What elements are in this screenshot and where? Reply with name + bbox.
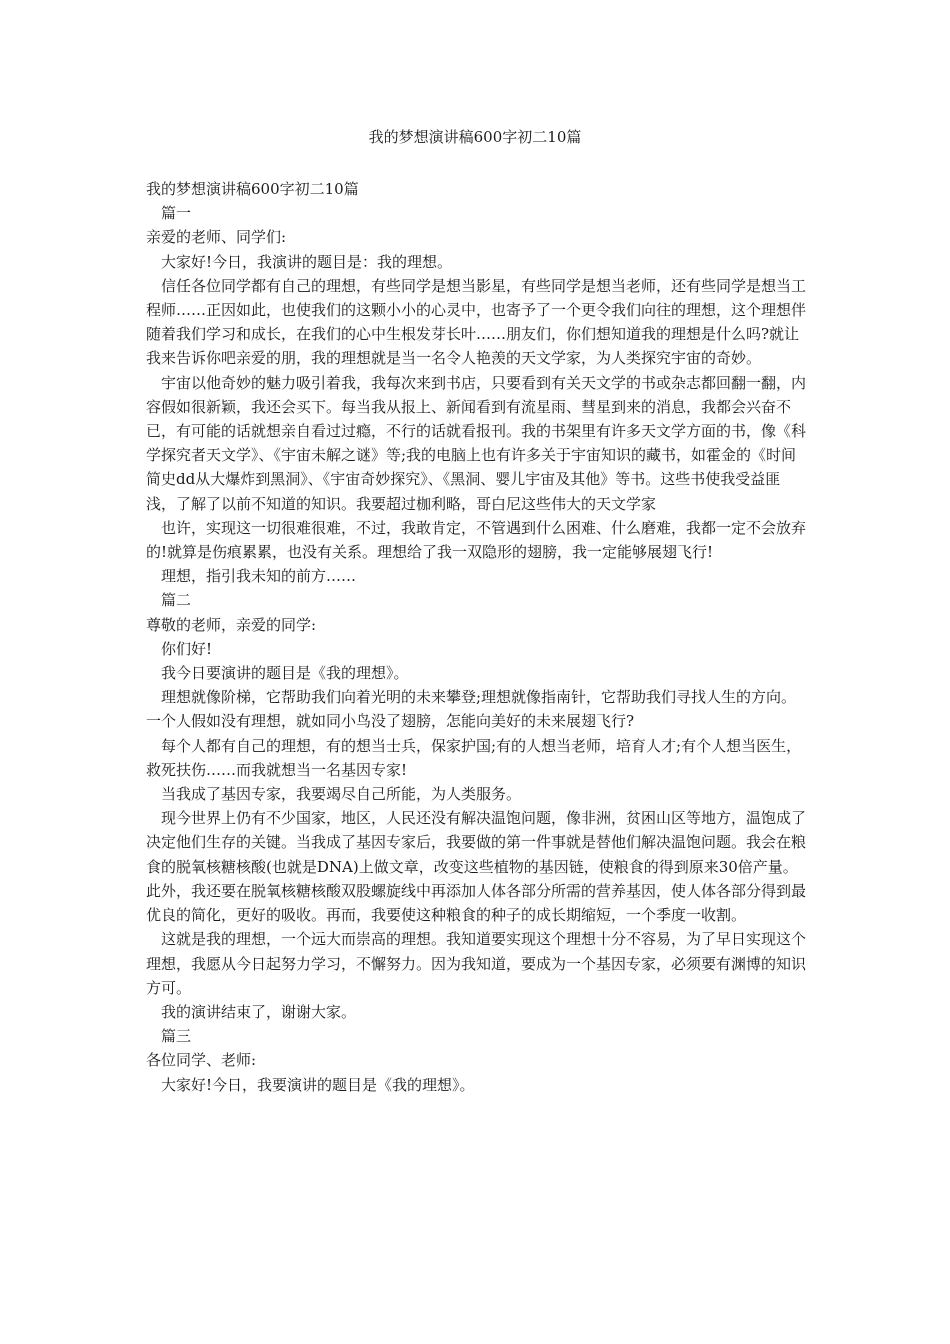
paragraph: 亲爱的老师、同学们: [146,228,287,247]
paragraph: 篇三 [161,1027,192,1046]
paragraph: 我的演讲结束了，谢谢大家。 [161,1002,357,1021]
document-body [146,177,806,1097]
paragraph: 当我成了基因专家，我要竭尽自己所能，为人类服务。 [161,785,522,804]
paragraph: 大家好!今日，我演讲的题目是：我的理想。 [161,252,453,271]
paragraph: 我今日要演讲的题目是《我的理想》。 [161,664,409,683]
paragraph: 理想，指引我未知的前方…… [161,567,357,586]
paragraph: 你们好! [161,639,213,658]
paragraph: 这就是我的理想，一个远大而崇高的理想。我知道要实现这个理想十分不容易，为了早日实现这个理想，我愿从今日起努力学习，不懈努力。因为我知道，要成为一个基因专家，必须要有渊博的知识方可。 [146,930,807,997]
paragraph: 信任各位同学都有自己的理想，有些同学是想当影星，有些同学是想当老师，还有些同学是想当工程师……正因如此，也使我们的这颗小小的心灵中，也寄予了一个更令我们向往的理想，这个理想伴随着我们学习和成长，在我们的心中生根发芽长叶……朋友们，你们想知道我的理想是什么吗?就让我来告诉你吧亲爱的朋，我的理想就是当一名令人艳羡的天文学家，为人类探究宇宙的奇妙。 [146,276,807,368]
paragraph: 大家好!今日，我要演讲的题目是《我的理想》。 [161,1075,475,1094]
paragraph: 尊敬的老师，亲爱的同学: [146,615,317,634]
paragraph: 我的梦想演讲稿600字初二10篇 [146,180,359,198]
paragraph: 篇一 [161,204,192,223]
paragraph: 现今世界上仍有不少国家，地区，人民还没有解决温饱问题，像非洲，贫困山区等地方，温饱成了决定他们生存的关键。当我成了基因专家后，我要做的第一件事就是替他们解决温饱问题。我会在粮食的脱氧核糖核酸(也就是DNA)上做文章，改变这些植物的基因链，使粮食的得到原来30倍产量。此外，我还要在脱氧核糖核酸双股螺旋线中再添加人体各部分所需的营养基因，使人体各部分得到最优良的简化，更好的吸收。再而，我要使这种粮食的种子的成长期缩短，一个季度一收割。 [146,809,807,925]
paragraph: 篇二 [161,591,192,610]
paragraph: 宇宙以他奇妙的魅力吸引着我，我每次来到书店，只要看到有关天文学的书或杂志都回翻一翻，内容假如很新颖，我还会买下。每当我从报上、新闻看到有流星雨、彗星到来的消息，我都会兴奋不已，有可能的话就想亲自看过过瘾，不行的话就看报刊。我的书架里有许多天文学方面的书，像《科学探究者天文学》、《宇宙未解之谜》等;我的电脑上也有许多关于宇宙知识的藏书，如霍金的《时间简史dd从大爆炸到黑洞》、《宇宙奇妙探究》、《黑洞、婴儿宇宙及其他》等书。这些书使我受益匪浅，了解了以前不知道的知识。我要超过枷利略，哥白尼这些伟大的天文学家 [146,373,807,513]
paragraph: 也许，实现这一切很难很难，不过，我敢肯定，不管遇到什么困难、什么磨难，我都一定不会放弃的!就算是伤痕累累，也没有关系。理想给了我一双隐形的翅膀，我一定能够展翅飞行! [146,518,807,562]
paragraph: 各位同学、老师: [146,1051,257,1070]
paragraph: 每个人都有自己的理想，有的想当士兵，保家护国;有的人想当老师，培育人才;有个人想当医生，救死扶伤……而我就想当一名基因专家! [146,736,802,779]
document-title: 我的梦想演讲稿600字初二10篇 [368,128,582,146]
paragraph: 理想就像阶梯，它帮助我们向着光明的未来攀登;理想就像指南针，它帮助我们寻找人生的方向。一个人假如没有理想，就如同小鸟没了翅膀，怎能向美好的未来展翅飞行? [146,688,797,731]
